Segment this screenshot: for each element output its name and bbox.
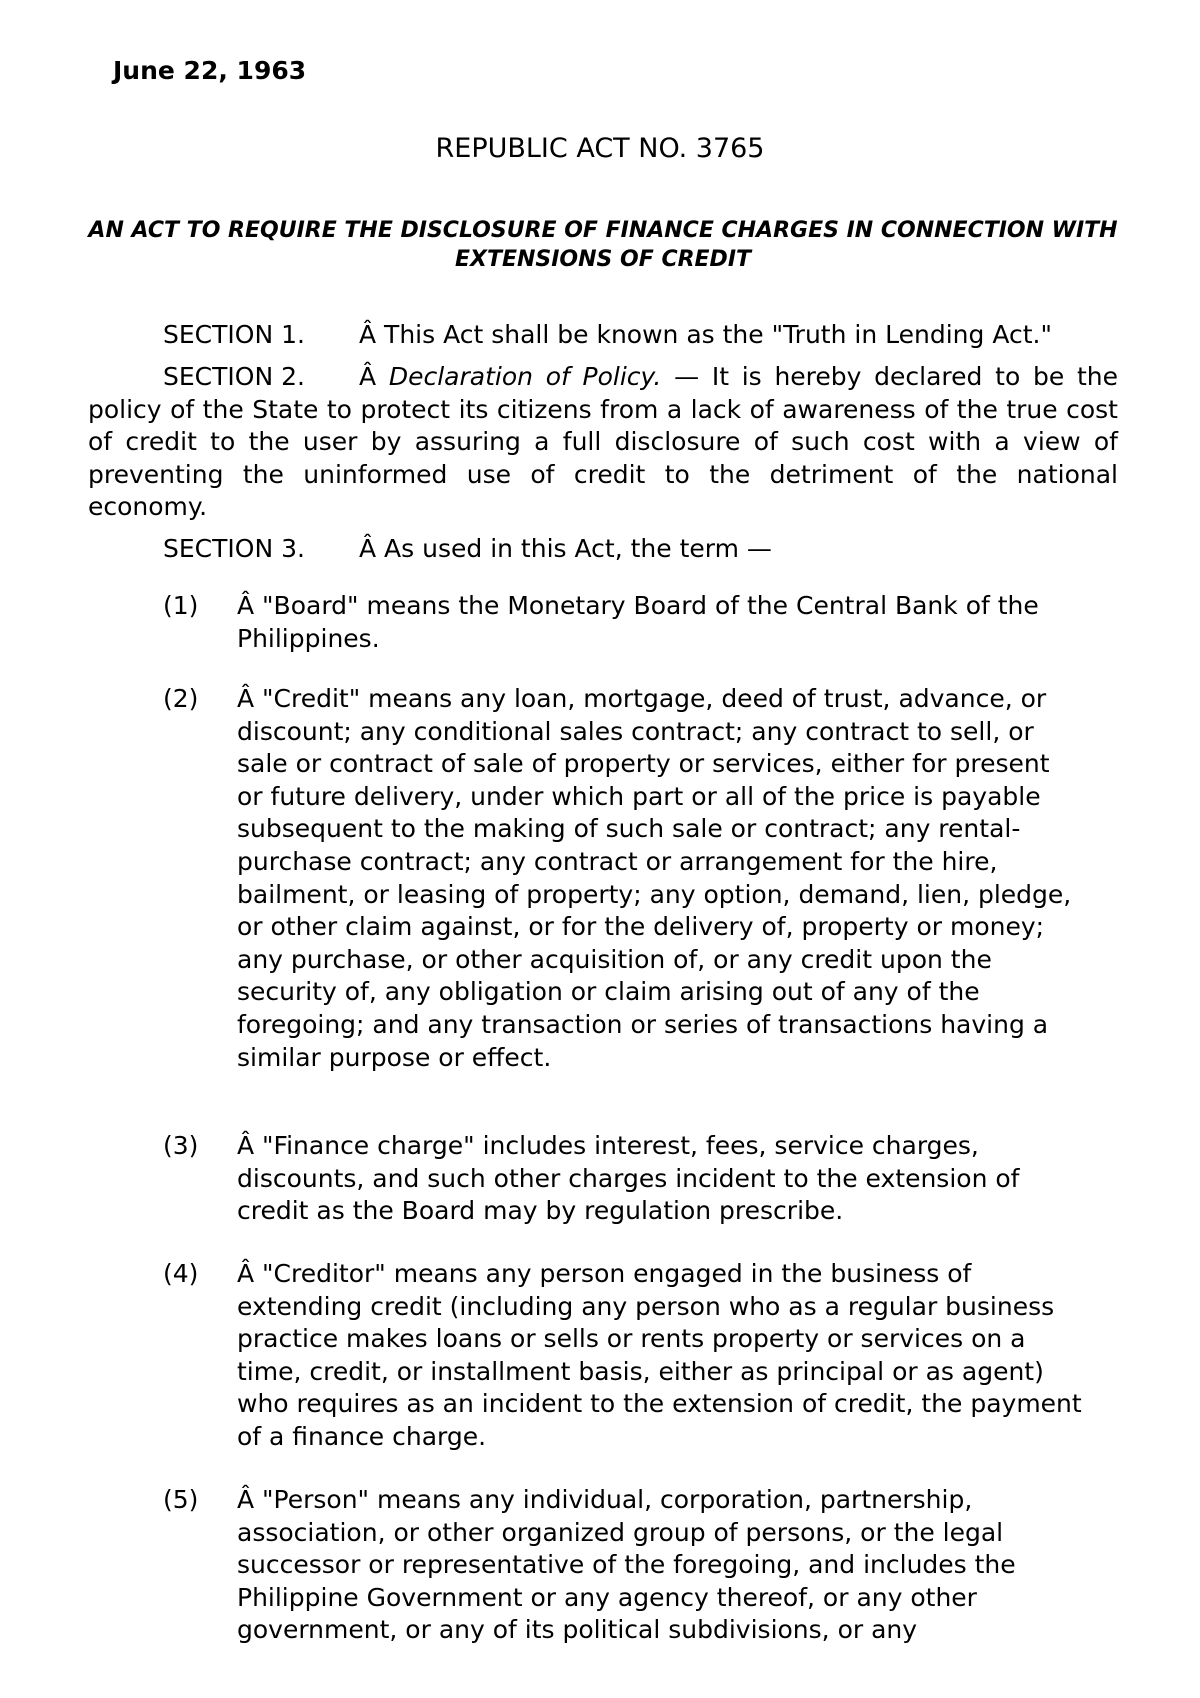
definition-item [163, 1130, 1083, 1228]
definition-marker: (1) [163, 591, 199, 620]
section-2 [88, 361, 1118, 524]
section-prefix: Â [359, 362, 389, 391]
section-text: Â This Act shall be known as the "Truth in Lending Act." [359, 320, 1052, 349]
definition-marker: (3) [163, 1131, 199, 1160]
definition-marker: (2) [163, 684, 199, 713]
definition-marker: (4) [163, 1259, 199, 1288]
act-number: REPUBLIC ACT NO. 3765 [435, 133, 765, 164]
definition-item [163, 1484, 1083, 1647]
section-1 [88, 319, 1118, 352]
section-text: — It is hereby declared to be the policy of the State to protect its citizens from a lack of awareness of the true cost of credit to the user by assuring a full disclosure of such cost with a view of preventing the uninformed use of credit to the detriment of the national economy. [88, 362, 1118, 521]
section-text: Â As used in this Act, the term — [359, 534, 772, 563]
definition-item [163, 1258, 1083, 1454]
definition-item [163, 590, 1083, 655]
section-heading: Declaration of Policy. [388, 362, 662, 391]
section-number: SECTION 2. [163, 362, 305, 391]
definition-text: Â "Credit" means any loan, mortgage, deed of trust, advance, or discount; any conditional sales contract; any contract to sell, or sale or contract of sale of property or services, either for present or future delivery, under which part or all of the price is payable subsequent to the making of such sale or contract; any rental-purchase contract; any contract or arrangement for the hire, bailment, or leasing of property; any option, demand, lien, pledge, or other claim against, or for the delivery of, property or money; any purchase, or other acquisition of, or any credit upon the security of, any obligation or claim arising out of any of the foregoing; and any transaction or series of transactions having a similar purpose or effect. [237, 684, 1072, 1072]
definition-text: Â "Finance charge" includes interest, fees, service charges, discounts, and such other charges incident to the extension of credit as the Board may by regulation prescribe. [237, 1131, 1020, 1226]
section-number: SECTION 1. [163, 320, 305, 349]
definition-text: Â "Person" means any individual, corporation, partnership, association, or other organized group of persons, or the legal successor or representative of the foregoing, and includes the Philippine Government or any agency thereof, or any other government, or any of its political subdivisions, or any [237, 1485, 1016, 1645]
section-3 [88, 533, 1118, 566]
section-number: SECTION 3. [163, 534, 305, 563]
definition-item [163, 683, 1083, 1074]
document-date: June 22, 1963 [113, 56, 307, 85]
definition-marker: (5) [163, 1485, 199, 1514]
definition-text: Â "Creditor" means any person engaged in the business of extending credit (including any person who as a regular business practice makes loans or sells or rents property or services on a time, credit, or installment basis, either as principal or as agent) who requires as an incident to the extension of credit, the payment of a finance charge. [237, 1259, 1082, 1451]
act-title: AN ACT TO REQUIRE THE DISCLOSURE OF FINANCE CHARGES IN CONNECTION WITH EXTENSIONS OF CREDIT [88, 218, 1118, 272]
definition-text: Â "Board" means the Monetary Board of the Central Bank of the Philippines. [237, 591, 1039, 653]
